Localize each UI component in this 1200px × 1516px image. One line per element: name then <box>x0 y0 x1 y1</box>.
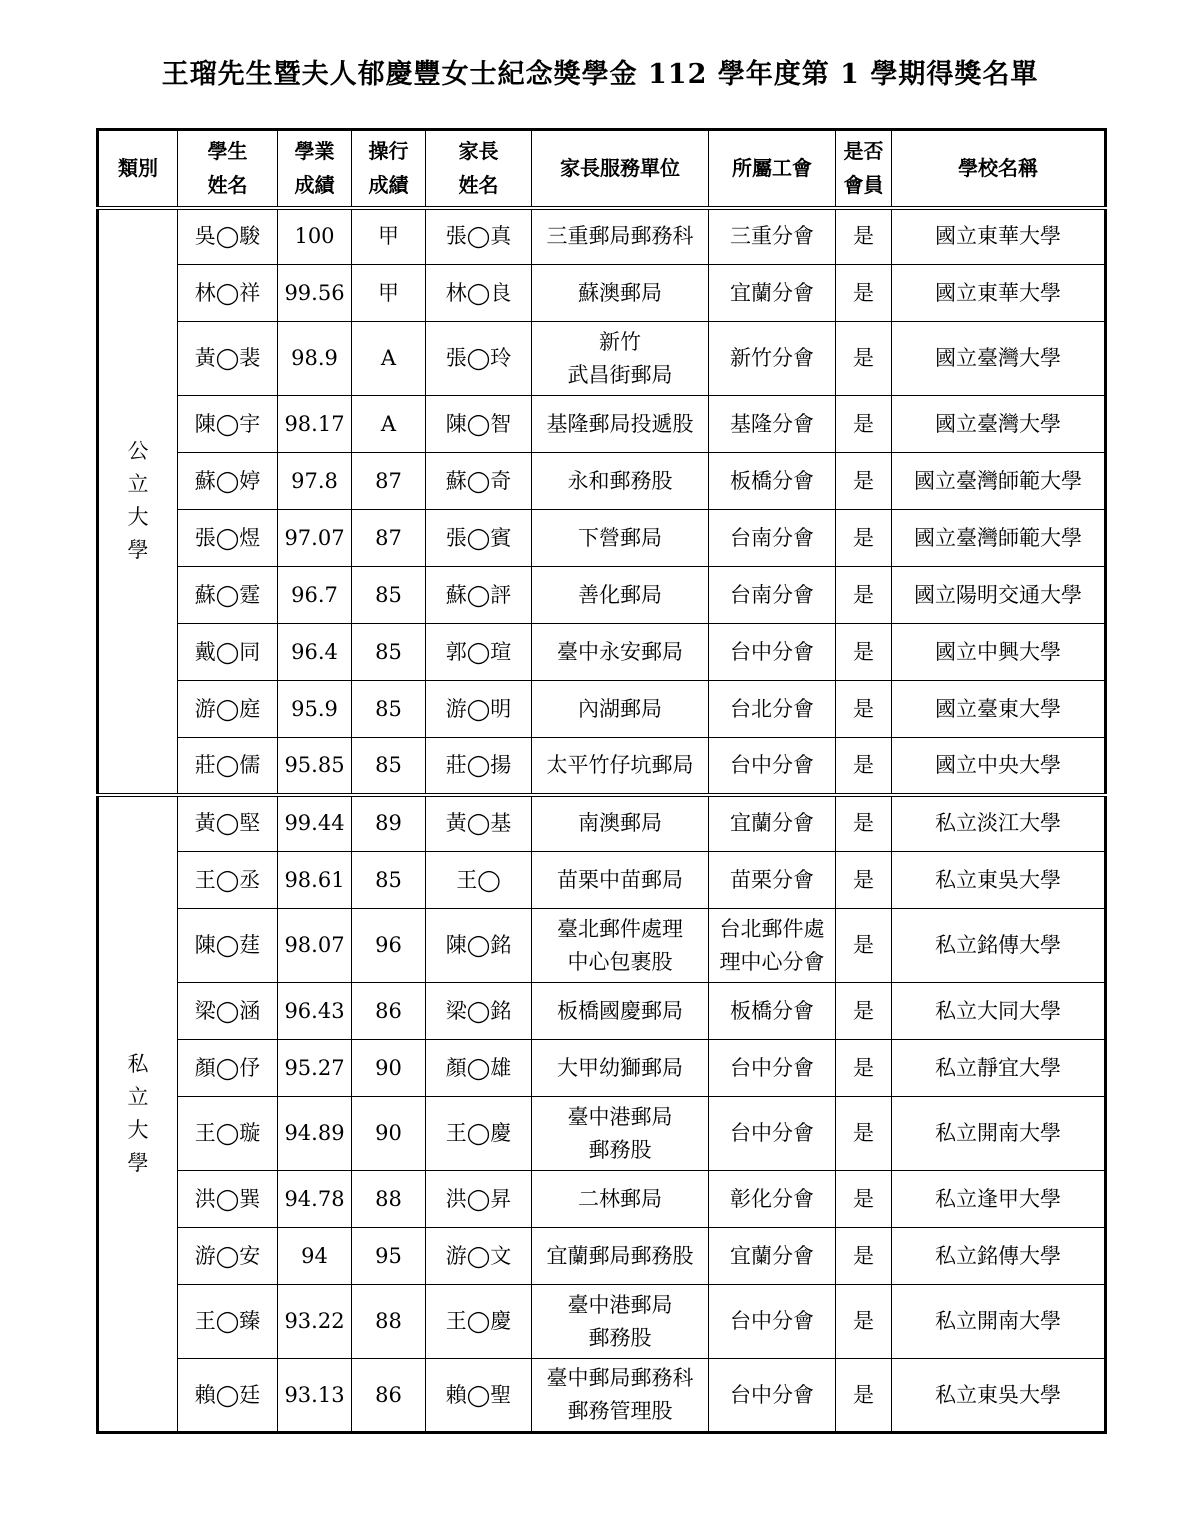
union-cell-line: 台中分會 <box>730 1121 814 1145</box>
school-name-cell: 國立臺灣大學 <box>892 396 1106 453</box>
parent-name-cell: 蘇◯奇 <box>426 453 532 510</box>
parent-unit-cell-line: 永和郵務股 <box>567 468 673 493</box>
union-cell <box>709 1040 836 1097</box>
award-table <box>96 128 1107 1434</box>
school-name-cell: 私立靜宜大學 <box>892 1040 1106 1097</box>
table-row <box>98 624 1106 681</box>
member-cell: 是 <box>836 1097 892 1171</box>
conduct-score-cell: 87 <box>352 510 426 567</box>
school-name-cell: 私立開南大學 <box>892 1285 1106 1359</box>
union-cell-line: 板橋分會 <box>730 468 814 493</box>
parent-unit-cell-line: 苗栗中苗郵局 <box>557 867 683 892</box>
union-cell <box>709 510 836 567</box>
parent-unit-cell-line: 郵務管理股 <box>567 1399 673 1423</box>
conduct-score-cell: 87 <box>352 453 426 510</box>
table-row <box>98 396 1106 453</box>
member-cell: 是 <box>836 624 892 681</box>
header-school: 學校名稱 <box>892 130 1106 208</box>
academic-score-cell: 97.07 <box>278 510 352 567</box>
parent-unit-cell-line: 內湖郵局 <box>578 696 662 721</box>
parent-unit-cell-line: 臺中郵局郵務科 <box>546 1366 694 1390</box>
union-cell <box>709 909 836 983</box>
union-cell <box>709 265 836 322</box>
conduct-score-cell: 85 <box>352 738 426 795</box>
parent-name-cell: 洪◯昇 <box>426 1171 532 1228</box>
table-row <box>98 208 1106 265</box>
school-name-cell: 國立臺灣師範大學 <box>892 453 1106 510</box>
parent-name-cell: 梁◯銘 <box>426 983 532 1040</box>
academic-score-cell: 93.13 <box>278 1359 352 1433</box>
conduct-score-cell: A <box>352 322 426 396</box>
union-cell-line: 台中分會 <box>730 1382 814 1407</box>
academic-score-cell: 98.07 <box>278 909 352 983</box>
student-name-cell: 王◯丞 <box>178 852 278 909</box>
header-member: 是否 會員 <box>836 130 892 208</box>
academic-score-cell: 99.56 <box>278 265 352 322</box>
header-row <box>98 130 1106 208</box>
member-cell: 是 <box>836 983 892 1040</box>
student-name-cell: 莊◯儒 <box>178 738 278 795</box>
school-name-cell: 國立陽明交通大學 <box>892 567 1106 624</box>
parent-unit-cell <box>532 795 709 852</box>
parent-unit-cell-line: 臺中港郵局 <box>567 1104 673 1129</box>
parent-unit-cell <box>532 453 709 510</box>
conduct-score-cell: A <box>352 396 426 453</box>
category-char: 私 <box>127 1051 149 1076</box>
student-name-cell: 吳◯駿 <box>178 208 278 265</box>
table-row <box>98 1097 1106 1171</box>
academic-score-cell: 98.61 <box>278 852 352 909</box>
conduct-score-cell: 90 <box>352 1040 426 1097</box>
parent-name-cell: 蘇◯評 <box>426 567 532 624</box>
student-name-cell: 賴◯廷 <box>178 1359 278 1433</box>
parent-name-cell: 陳◯智 <box>426 396 532 453</box>
category-char: 學 <box>127 538 149 562</box>
category-char: 公 <box>127 439 149 463</box>
school-name-cell: 國立臺灣師範大學 <box>892 510 1106 567</box>
academic-score-cell: 98.17 <box>278 396 352 453</box>
parent-name-cell: 張◯賓 <box>426 510 532 567</box>
academic-score-cell: 94.78 <box>278 1171 352 1228</box>
header-parent-name: 家長 姓名 <box>426 130 532 208</box>
header-parent-unit: 家長服務單位 <box>532 130 709 208</box>
academic-score-cell: 100 <box>278 208 352 265</box>
student-name-cell: 王◯臻 <box>178 1285 278 1359</box>
union-cell-line: 台南分會 <box>730 525 814 550</box>
academic-score-cell: 96.7 <box>278 567 352 624</box>
conduct-score-cell: 86 <box>352 983 426 1040</box>
parent-name-cell: 林◯良 <box>426 265 532 322</box>
member-cell: 是 <box>836 909 892 983</box>
category-char: 學 <box>127 1150 149 1175</box>
table-row <box>98 852 1106 909</box>
union-cell-line: 宜蘭分會 <box>730 280 814 305</box>
parent-unit-cell-line: 郵務股 <box>588 1325 652 1350</box>
category-char: 大 <box>127 505 149 529</box>
parent-unit-cell-line: 宜蘭郵局郵務股 <box>546 1243 694 1268</box>
parent-name-cell: 游◯文 <box>426 1228 532 1285</box>
parent-unit-cell <box>532 983 709 1040</box>
table-row <box>98 1228 1106 1285</box>
parent-name-cell: 郭◯瑄 <box>426 624 532 681</box>
parent-name-cell: 黃◯基 <box>426 795 532 852</box>
parent-name-cell: 莊◯揚 <box>426 738 532 795</box>
table-row <box>98 265 1106 322</box>
student-name-cell: 戴◯同 <box>178 624 278 681</box>
parent-unit-cell <box>532 1171 709 1228</box>
member-cell: 是 <box>836 852 892 909</box>
parent-unit-cell-line: 郵務股 <box>588 1137 652 1162</box>
parent-unit-cell <box>532 322 709 396</box>
union-cell-line: 台中分會 <box>730 639 814 664</box>
union-cell-line: 台中分會 <box>730 752 814 777</box>
category-char: 大 <box>127 1117 149 1142</box>
parent-unit-cell <box>532 265 709 322</box>
parent-unit-cell-line: 大甲幼獅郵局 <box>557 1055 683 1080</box>
union-cell-line: 基隆分會 <box>730 411 814 436</box>
union-cell-line: 宜蘭分會 <box>730 1243 814 1268</box>
school-name-cell: 私立逢甲大學 <box>892 1171 1106 1228</box>
parent-unit-cell <box>532 567 709 624</box>
conduct-score-cell: 96 <box>352 909 426 983</box>
parent-name-cell: 賴◯聖 <box>426 1359 532 1433</box>
school-name-cell: 國立臺灣大學 <box>892 322 1106 396</box>
parent-unit-cell <box>532 510 709 567</box>
school-name-cell: 國立臺東大學 <box>892 681 1106 738</box>
parent-unit-cell-line: 太平竹仔坑郵局 <box>546 752 694 777</box>
conduct-score-cell: 85 <box>352 624 426 681</box>
student-name-cell: 梁◯涵 <box>178 983 278 1040</box>
parent-unit-cell-line: 下營郵局 <box>578 525 662 550</box>
academic-score-cell: 96.4 <box>278 624 352 681</box>
union-cell-line: 宜蘭分會 <box>730 811 814 836</box>
table-row <box>98 681 1106 738</box>
category-cell <box>98 208 178 795</box>
table-row <box>98 1171 1106 1228</box>
parent-unit-cell-line: 臺中永安郵局 <box>557 639 683 664</box>
school-name-cell: 私立東吳大學 <box>892 1359 1106 1433</box>
conduct-score-cell: 86 <box>352 1359 426 1433</box>
parent-unit-cell <box>532 909 709 983</box>
parent-name-cell: 顏◯雄 <box>426 1040 532 1097</box>
academic-score-cell: 95.85 <box>278 738 352 795</box>
member-cell: 是 <box>836 1228 892 1285</box>
header-student-name: 學生 姓名 <box>178 130 278 208</box>
table-row <box>98 322 1106 396</box>
student-name-cell: 黃◯堅 <box>178 795 278 852</box>
parent-unit-cell-line: 南澳郵局 <box>578 811 662 836</box>
conduct-score-cell: 89 <box>352 795 426 852</box>
member-cell: 是 <box>836 1040 892 1097</box>
table-row <box>98 738 1106 795</box>
academic-score-cell: 99.44 <box>278 795 352 852</box>
parent-unit-cell <box>532 1040 709 1097</box>
union-cell <box>709 738 836 795</box>
conduct-score-cell: 85 <box>352 681 426 738</box>
school-name-cell: 國立中興大學 <box>892 624 1106 681</box>
category-cell <box>98 795 178 1433</box>
school-name-cell: 私立銘傳大學 <box>892 909 1106 983</box>
union-cell <box>709 624 836 681</box>
parent-name-cell: 張◯真 <box>426 208 532 265</box>
parent-name-cell: 王◯慶 <box>426 1285 532 1359</box>
union-cell <box>709 983 836 1040</box>
parent-unit-cell <box>532 1359 709 1433</box>
union-cell-line: 三重分會 <box>730 224 814 249</box>
union-cell <box>709 1359 836 1433</box>
member-cell: 是 <box>836 738 892 795</box>
school-name-cell: 私立銘傳大學 <box>892 1228 1106 1285</box>
parent-name-cell: 張◯玲 <box>426 322 532 396</box>
table-body <box>98 208 1106 1433</box>
parent-name-cell: 游◯明 <box>426 681 532 738</box>
table-row <box>98 1359 1106 1433</box>
student-name-cell: 陳◯莛 <box>178 909 278 983</box>
student-name-cell: 顏◯伃 <box>178 1040 278 1097</box>
parent-name-cell: 王◯ <box>426 852 532 909</box>
student-name-cell: 洪◯巽 <box>178 1171 278 1228</box>
conduct-score-cell: 88 <box>352 1171 426 1228</box>
parent-unit-cell <box>532 624 709 681</box>
academic-score-cell: 95.9 <box>278 681 352 738</box>
table-row <box>98 1285 1106 1359</box>
union-cell <box>709 1285 836 1359</box>
page-title: 王瑠先生暨夫人郁慶豐女士紀念獎學金 112 學年度第 1 學期得獎名單 <box>161 59 1039 90</box>
member-cell: 是 <box>836 396 892 453</box>
academic-score-cell: 98.9 <box>278 322 352 396</box>
union-cell-line: 台中分會 <box>730 1309 814 1333</box>
member-cell: 是 <box>836 1359 892 1433</box>
student-name-cell: 王◯璇 <box>178 1097 278 1171</box>
conduct-score-cell: 85 <box>352 852 426 909</box>
member-cell: 是 <box>836 795 892 852</box>
academic-score-cell: 94 <box>278 1228 352 1285</box>
member-cell: 是 <box>836 681 892 738</box>
member-cell: 是 <box>836 1171 892 1228</box>
union-cell <box>709 396 836 453</box>
category-char: 立 <box>127 472 149 496</box>
academic-score-cell: 96.43 <box>278 983 352 1040</box>
student-name-cell: 林◯祥 <box>178 265 278 322</box>
union-cell-line: 理中心分會 <box>719 949 825 974</box>
parent-unit-cell-line: 三重郵局郵務科 <box>546 224 694 249</box>
school-name-cell: 私立淡江大學 <box>892 795 1106 852</box>
parent-unit-cell <box>532 738 709 795</box>
header-union: 所屬工會 <box>709 130 836 208</box>
union-cell-line: 台北分會 <box>730 696 814 721</box>
academic-score-cell: 97.8 <box>278 453 352 510</box>
student-name-cell: 黃◯裴 <box>178 322 278 396</box>
union-cell <box>709 453 836 510</box>
parent-unit-cell <box>532 852 709 909</box>
union-cell-line: 台北郵件處 <box>719 916 825 941</box>
member-cell: 是 <box>836 510 892 567</box>
parent-unit-cell-line: 武昌街郵局 <box>567 362 673 387</box>
parent-unit-cell-line: 臺中港郵局 <box>567 1292 673 1317</box>
academic-score-cell: 95.27 <box>278 1040 352 1097</box>
conduct-score-cell: 95 <box>352 1228 426 1285</box>
union-cell <box>709 1228 836 1285</box>
union-cell <box>709 852 836 909</box>
table-row <box>98 983 1106 1040</box>
parent-unit-cell-line: 基隆郵局投遞股 <box>546 411 694 436</box>
parent-unit-cell-line: 二林郵局 <box>578 1186 662 1211</box>
union-cell <box>709 322 836 396</box>
member-cell: 是 <box>836 567 892 624</box>
union-cell <box>709 1097 836 1171</box>
union-cell-line: 台中分會 <box>730 1055 814 1080</box>
union-cell-line: 板橋分會 <box>730 998 814 1023</box>
member-cell: 是 <box>836 265 892 322</box>
school-name-cell: 私立開南大學 <box>892 1097 1106 1171</box>
table-row <box>98 1040 1106 1097</box>
union-cell <box>709 1171 836 1228</box>
parent-unit-cell-line: 蘇澳郵局 <box>578 280 662 305</box>
table-row <box>98 909 1106 983</box>
member-cell: 是 <box>836 1285 892 1359</box>
academic-score-cell: 94.89 <box>278 1097 352 1171</box>
school-name-cell: 國立東華大學 <box>892 208 1106 265</box>
union-cell <box>709 208 836 265</box>
table-row <box>98 510 1106 567</box>
union-cell <box>709 795 836 852</box>
parent-unit-cell-line: 臺北郵件處理 <box>557 916 683 941</box>
student-name-cell: 蘇◯霆 <box>178 567 278 624</box>
union-cell <box>709 681 836 738</box>
conduct-score-cell: 88 <box>352 1285 426 1359</box>
category-char: 立 <box>127 1084 149 1109</box>
union-cell-line: 新竹分會 <box>730 346 814 370</box>
parent-unit-cell-line: 善化郵局 <box>578 582 662 607</box>
conduct-score-cell: 85 <box>352 567 426 624</box>
union-cell-line: 苗栗分會 <box>730 867 814 892</box>
member-cell: 是 <box>836 453 892 510</box>
parent-unit-cell <box>532 208 709 265</box>
parent-unit-cell <box>532 396 709 453</box>
school-name-cell: 國立中央大學 <box>892 738 1106 795</box>
student-name-cell: 游◯庭 <box>178 681 278 738</box>
academic-score-cell: 93.22 <box>278 1285 352 1359</box>
conduct-score-cell: 甲 <box>352 265 426 322</box>
student-name-cell: 張◯煜 <box>178 510 278 567</box>
parent-name-cell: 王◯慶 <box>426 1097 532 1171</box>
parent-unit-cell-line: 新竹 <box>599 329 641 354</box>
school-name-cell: 私立東吳大學 <box>892 852 1106 909</box>
parent-unit-cell-line: 中心包裹股 <box>567 949 673 974</box>
header-conduct-score: 操行 成績 <box>352 130 426 208</box>
table-row <box>98 453 1106 510</box>
member-cell: 是 <box>836 208 892 265</box>
member-cell: 是 <box>836 322 892 396</box>
conduct-score-cell: 甲 <box>352 208 426 265</box>
union-cell-line: 台南分會 <box>730 582 814 607</box>
student-name-cell: 蘇◯婷 <box>178 453 278 510</box>
student-name-cell: 游◯安 <box>178 1228 278 1285</box>
parent-unit-cell <box>532 681 709 738</box>
parent-name-cell: 陳◯銘 <box>426 909 532 983</box>
school-name-cell: 私立大同大學 <box>892 983 1106 1040</box>
parent-unit-cell <box>532 1285 709 1359</box>
union-cell <box>709 567 836 624</box>
table-row <box>98 795 1106 852</box>
table-row <box>98 567 1106 624</box>
student-name-cell: 陳◯宇 <box>178 396 278 453</box>
union-cell-line: 彰化分會 <box>730 1186 814 1211</box>
header-category: 類別 <box>98 130 178 208</box>
parent-unit-cell <box>532 1228 709 1285</box>
parent-unit-cell <box>532 1097 709 1171</box>
parent-unit-cell-line: 板橋國慶郵局 <box>557 998 683 1023</box>
conduct-score-cell: 90 <box>352 1097 426 1171</box>
header-academic-score: 學業 成績 <box>278 130 352 208</box>
school-name-cell: 國立東華大學 <box>892 265 1106 322</box>
